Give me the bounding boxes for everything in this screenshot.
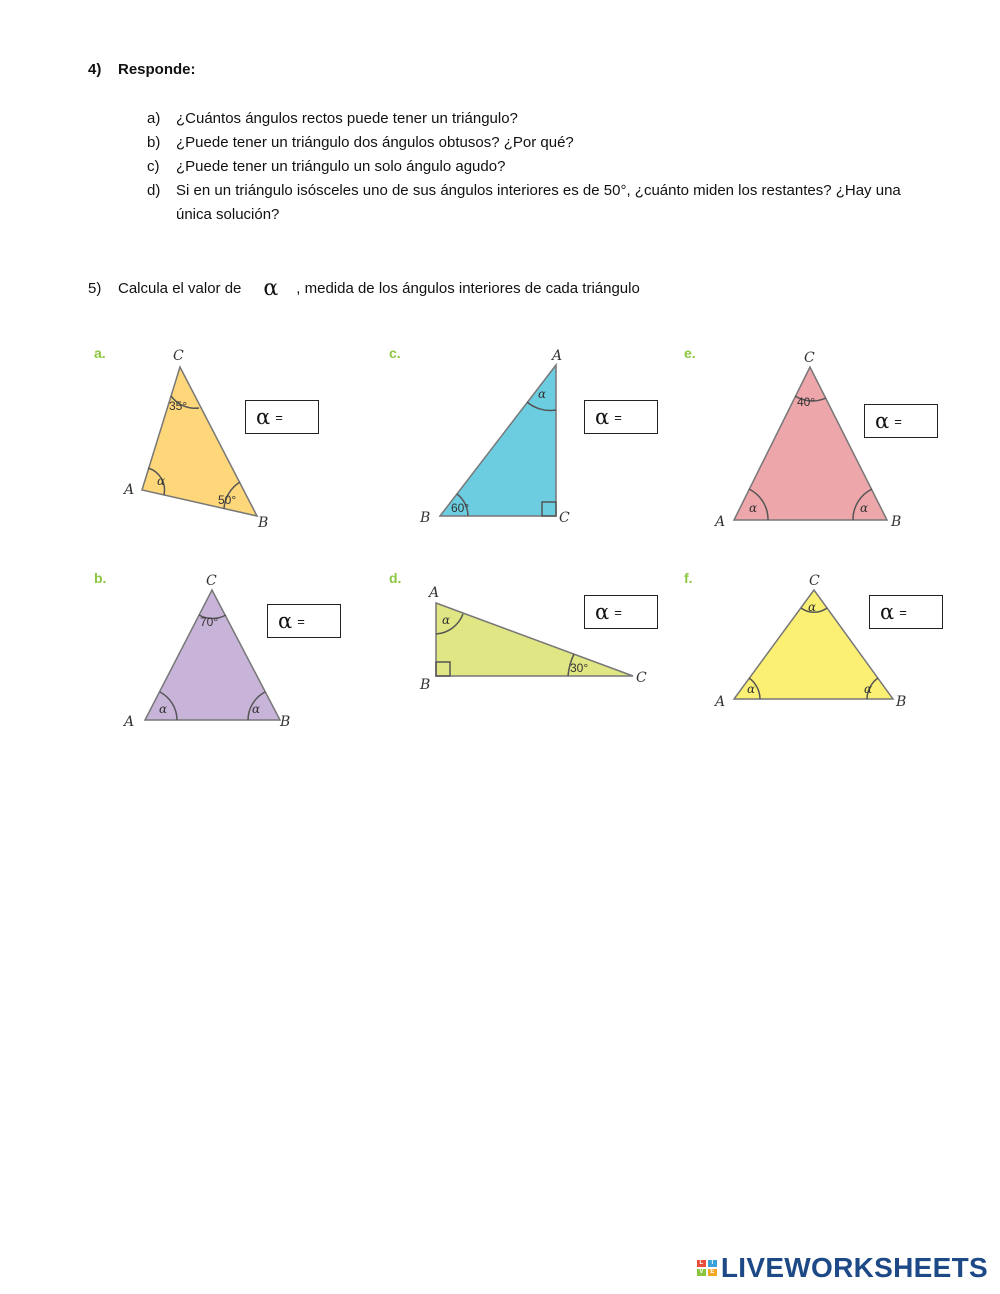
liveworksheets-logo	[697, 1252, 988, 1284]
vertex-label: B	[891, 514, 902, 530]
angle-label: 35°	[169, 399, 188, 413]
vertex-label: C	[559, 510, 570, 526]
answer-input-c[interactable]: α =	[584, 400, 658, 434]
angle-label: 60°	[451, 501, 470, 515]
angle-label: α	[860, 501, 869, 515]
angle-label: 40°	[797, 395, 816, 409]
exercise-label-f: f.	[684, 570, 693, 586]
angle-label: 50°	[218, 493, 237, 507]
logo-icon: L I V E	[697, 1260, 717, 1276]
question-4-title: Responde:	[118, 61, 196, 78]
angle-label: α	[808, 600, 817, 614]
vertex-label: B	[280, 714, 291, 730]
triangle-c	[419, 348, 570, 526]
angle-label: α	[157, 474, 166, 488]
angle-label: α	[749, 501, 758, 515]
triangle-e-shape	[734, 367, 890, 520]
vertex-label: A	[715, 514, 726, 530]
alpha-symbol: α	[263, 276, 279, 301]
vertex-label: C	[173, 348, 184, 364]
vertex-label: C	[804, 350, 815, 366]
alpha-symbol: α	[875, 409, 890, 433]
vertex-label: B	[420, 510, 431, 526]
triangle-f	[713, 573, 906, 710]
list-item: a) ¿Cuántos ángulos rectos puede tener un triángulo?	[147, 110, 518, 127]
vertex-label: A	[124, 482, 135, 498]
exercise-label-b: b.	[94, 570, 107, 586]
alpha-symbol: α	[880, 600, 895, 624]
answer-input-e[interactable]: α =	[864, 404, 938, 438]
vertex-label: B	[420, 677, 431, 693]
angle-label: α	[747, 682, 756, 696]
triangle-b-shape	[145, 590, 280, 720]
triangle-a-shape	[142, 367, 257, 516]
exercise-label-e: e.	[684, 345, 696, 361]
angle-label: α	[159, 702, 168, 716]
vertex-label: A	[429, 585, 440, 601]
question-5-prompt: 5) Calcula el valor de α , medida de los ángulos interiores de cada triángulo	[88, 276, 640, 301]
answer-input-d[interactable]: α =	[584, 595, 658, 629]
vertex-label: B	[896, 694, 907, 710]
list-item: d) Si en un triángulo isósceles uno de sus ángulos interiores es de 50°, ¿cuánto miden los restantes? ¿Hay una única solución?	[147, 182, 901, 223]
alpha-symbol: α	[595, 600, 610, 624]
vertex-label: C	[206, 573, 217, 589]
question-5-number: 5)	[88, 280, 102, 297]
alpha-symbol: α	[278, 609, 293, 633]
answer-input-a[interactable]: α =	[245, 400, 319, 434]
vertex-label: C	[636, 670, 647, 686]
angle-label: α	[538, 387, 547, 401]
angle-label: α	[442, 613, 451, 627]
vertex-label: A	[552, 348, 563, 364]
exercise-label-a: a.	[94, 345, 106, 361]
alpha-symbol: α	[595, 405, 610, 429]
exercise-label-d: d.	[389, 570, 402, 586]
list-item: c) ¿Puede tener un triángulo un solo ángulo agudo?	[147, 158, 506, 175]
triangle-e	[713, 350, 901, 530]
angle-label: α	[252, 702, 261, 716]
answer-input-f[interactable]: α =	[869, 595, 943, 629]
question-4-number: 4)	[88, 61, 102, 78]
vertex-label: A	[124, 714, 135, 730]
angle-label: α	[864, 682, 873, 696]
vertex-label: C	[809, 573, 820, 589]
exercise-label-c: c.	[389, 345, 401, 361]
brand-name: LIVEWORKSHEETS	[720, 1252, 988, 1283]
vertex-label: B	[258, 515, 269, 531]
alpha-symbol: α	[256, 405, 271, 429]
list-item: b) ¿Puede tener un triángulo dos ángulos obtusos? ¿Por qué?	[147, 134, 574, 151]
triangle-b	[122, 573, 293, 730]
triangle-a	[122, 348, 271, 531]
answer-input-b[interactable]: α =	[267, 604, 341, 638]
angle-label: 70°	[200, 615, 219, 629]
angle-label: 30°	[570, 661, 589, 675]
vertex-label: A	[715, 694, 726, 710]
